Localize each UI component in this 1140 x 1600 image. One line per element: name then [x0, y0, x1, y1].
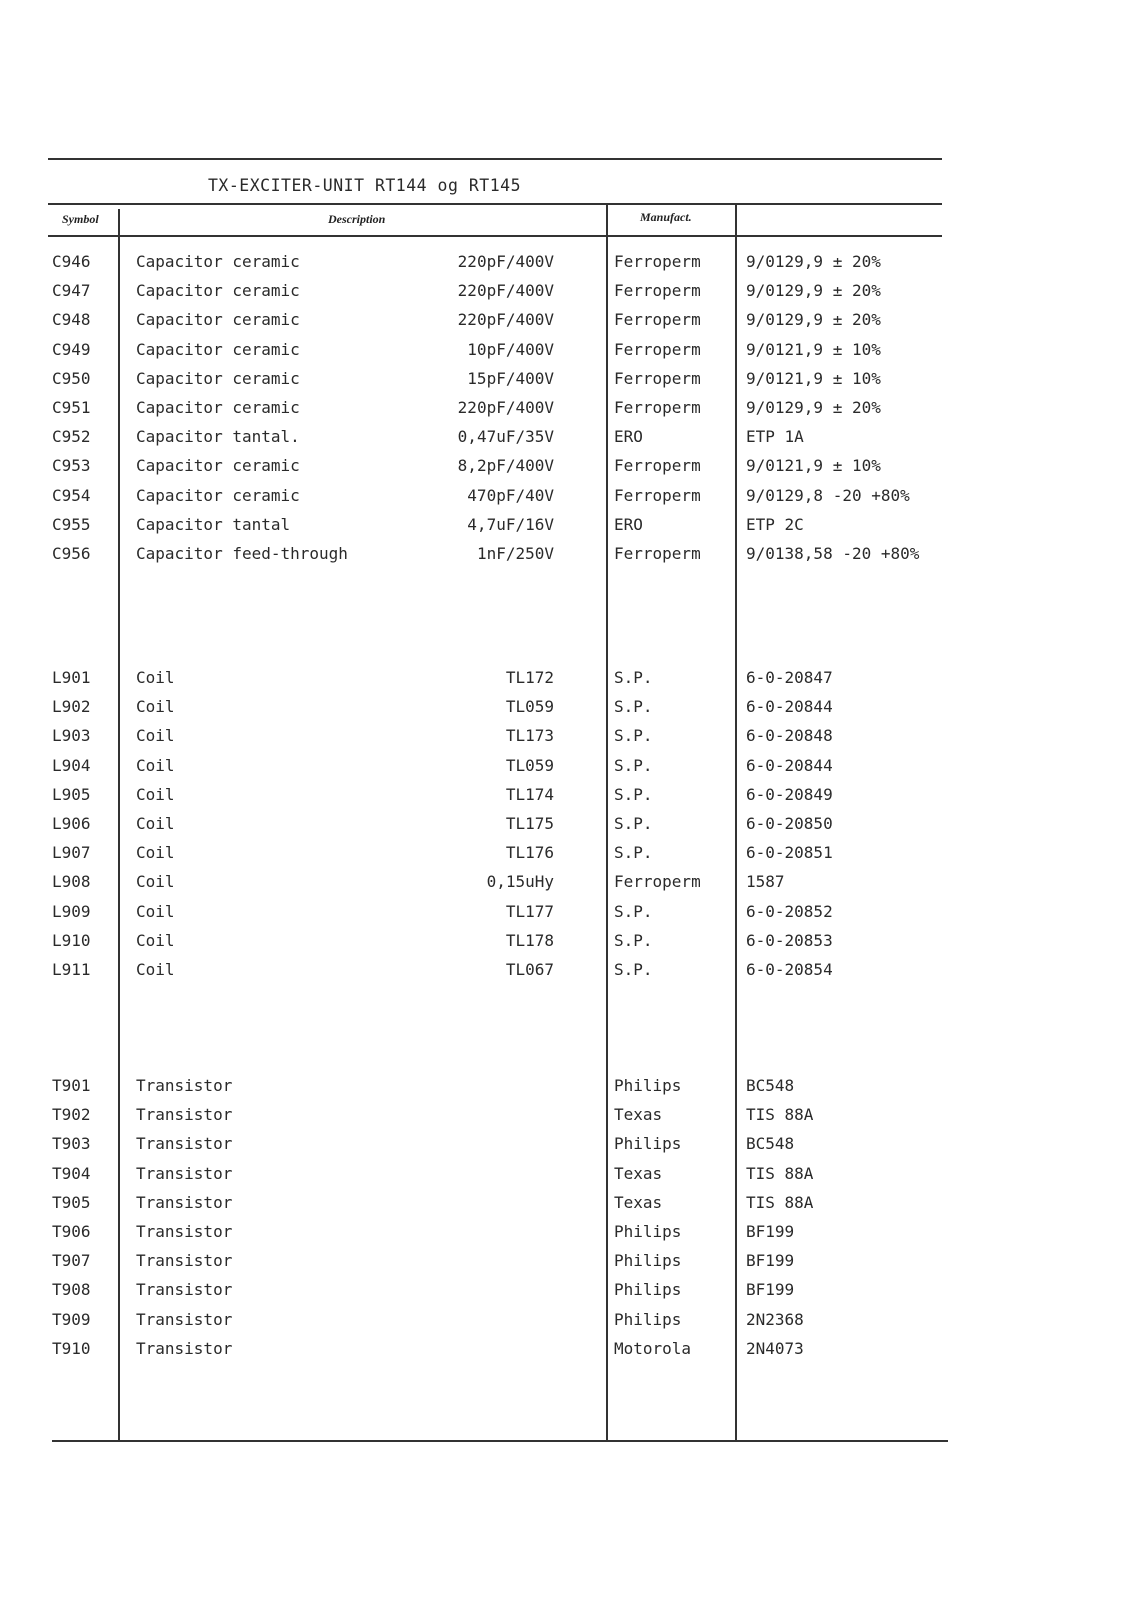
row-value: TL059 — [505, 697, 554, 717]
row-description: Coil — [136, 726, 175, 746]
row-part-number: 6-0-20844 — [746, 697, 833, 717]
row-description: Transistor — [136, 1222, 233, 1241]
row-manufacturer: S.P. — [614, 784, 653, 804]
header-manufact: Manufact. — [640, 210, 692, 224]
row-manufacturer: Ferroperm — [614, 339, 701, 359]
row-description: Coil — [136, 901, 175, 921]
row-value: 220pF/400V — [457, 310, 554, 330]
row-symbol: L911 — [52, 960, 91, 979]
row-value: 0,47uF/35V — [457, 427, 554, 447]
row-manufacturer: S.P. — [614, 930, 653, 950]
row-description: Transistor — [136, 1280, 233, 1300]
row-value: 10pF/400V — [467, 339, 554, 359]
row-manufacturer: Motorola — [614, 1338, 692, 1358]
row-symbol: L903 — [52, 726, 91, 746]
row-description: Capacitor ceramic — [136, 339, 300, 359]
row-description: Coil — [136, 697, 175, 717]
header-top-rule — [48, 203, 942, 205]
top-rule — [48, 158, 942, 160]
row-symbol: C946 — [52, 252, 91, 271]
row-description: Coil — [136, 755, 175, 775]
row-part-number: 9/0129,9 ± 20% — [746, 252, 881, 271]
row-value: TL176 — [505, 843, 554, 863]
row-symbol: T902 — [52, 1105, 91, 1125]
column-divider-3 — [735, 205, 737, 1441]
row-description: Capacitor ceramic — [136, 398, 300, 417]
row-value: 220pF/400V — [457, 398, 554, 417]
row-description: Capacitor ceramic — [136, 310, 300, 330]
row-manufacturer: Philips — [614, 1251, 682, 1271]
row-value: TL174 — [505, 784, 554, 804]
row-description: Capacitor ceramic — [136, 252, 300, 271]
row-manufacturer: Philips — [614, 1134, 682, 1154]
row-description: Coil — [136, 960, 175, 979]
row-part-number: 6-0-20844 — [746, 755, 833, 775]
row-manufacturer: S.P. — [614, 755, 653, 775]
row-description: Coil — [136, 668, 175, 687]
row-description: Capacitor ceramic — [136, 485, 300, 505]
row-description: Coil — [136, 784, 175, 804]
row-description: Transistor — [136, 1192, 233, 1212]
row-symbol: T906 — [52, 1222, 91, 1241]
row-value: TL172 — [505, 668, 554, 687]
row-part-number: TIS 88A — [746, 1192, 814, 1212]
row-manufacturer: Ferroperm — [614, 544, 701, 563]
row-symbol: C954 — [52, 485, 91, 505]
row-manufacturer: Philips — [614, 1222, 682, 1241]
row-symbol: L906 — [52, 814, 91, 833]
row-value: 4,7uF/16V — [467, 514, 554, 534]
row-symbol: C952 — [52, 427, 91, 447]
row-part-number: 9/0138,58 -20 +80% — [746, 544, 920, 563]
row-manufacturer: Ferroperm — [614, 485, 701, 505]
row-value: TL067 — [505, 960, 554, 979]
row-description: Coil — [136, 872, 175, 892]
row-part-number: BF199 — [746, 1222, 795, 1241]
row-part-number: 6-0-20847 — [746, 668, 833, 687]
bottom-rule — [52, 1440, 948, 1442]
row-manufacturer: S.P. — [614, 814, 653, 833]
row-description: Transistor — [136, 1338, 233, 1358]
row-manufacturer: Philips — [614, 1280, 682, 1300]
row-description: Transistor — [136, 1309, 233, 1329]
row-value: TL178 — [505, 930, 554, 950]
row-manufacturer: ERO — [614, 514, 643, 534]
row-symbol: C950 — [52, 368, 91, 388]
row-part-number: TIS 88A — [746, 1163, 814, 1183]
row-value: 15pF/400V — [467, 368, 554, 388]
row-symbol: L910 — [52, 930, 91, 950]
row-manufacturer: Ferroperm — [614, 872, 701, 892]
row-description: Transistor — [136, 1251, 233, 1271]
row-part-number: 2N4073 — [746, 1338, 804, 1358]
row-value: 470pF/40V — [467, 485, 554, 505]
header-symbol: Symbol — [62, 212, 99, 226]
row-symbol: C953 — [52, 456, 91, 476]
row-value: 220pF/400V — [457, 252, 554, 271]
row-description: Capacitor feed-through — [136, 544, 348, 563]
column-divider-2 — [606, 205, 608, 1441]
row-symbol: C948 — [52, 310, 91, 330]
row-part-number: ETP 2C — [746, 514, 804, 534]
row-part-number: 6-0-20854 — [746, 960, 833, 979]
row-description: Capacitor tantal — [136, 514, 291, 534]
row-symbol: L908 — [52, 872, 91, 892]
row-description: Capacitor ceramic — [136, 456, 300, 476]
row-symbol: L909 — [52, 901, 91, 921]
row-value: TL175 — [505, 814, 554, 833]
row-manufacturer: ERO — [614, 427, 643, 447]
row-value: 0,15uHy — [486, 872, 554, 892]
row-symbol: L905 — [52, 784, 91, 804]
row-description: Transistor — [136, 1134, 233, 1154]
row-value: 1nF/250V — [476, 544, 554, 563]
row-part-number: 6-0-20851 — [746, 843, 833, 863]
row-part-number: 6-0-20853 — [746, 930, 833, 950]
row-symbol: C951 — [52, 398, 91, 417]
row-manufacturer: S.P. — [614, 726, 653, 746]
row-part-number: BC548 — [746, 1076, 795, 1095]
header-description: Description — [328, 212, 386, 226]
row-symbol: T903 — [52, 1134, 91, 1154]
row-part-number: 1587 — [746, 872, 785, 892]
row-symbol: T904 — [52, 1163, 91, 1183]
row-value: TL173 — [505, 726, 554, 746]
row-value: 8,2pF/400V — [457, 456, 554, 476]
row-symbol: C955 — [52, 514, 91, 534]
row-description: Coil — [136, 814, 175, 833]
row-value: 220pF/400V — [457, 281, 554, 301]
row-part-number: TIS 88A — [746, 1105, 814, 1125]
row-manufacturer: Ferroperm — [614, 252, 701, 271]
row-part-number: 6-0-20852 — [746, 901, 833, 921]
row-manufacturer: Ferroperm — [614, 398, 701, 417]
row-part-number: 9/0121,9 ± 10% — [746, 368, 881, 388]
row-description: Coil — [136, 930, 175, 950]
row-symbol: L902 — [52, 697, 91, 717]
column-divider-1 — [118, 209, 120, 1441]
row-manufacturer: Ferroperm — [614, 456, 701, 476]
row-part-number: 9/0121,9 ± 10% — [746, 339, 881, 359]
row-manufacturer: S.P. — [614, 901, 653, 921]
row-symbol: T901 — [52, 1076, 91, 1095]
row-symbol: T909 — [52, 1309, 91, 1329]
row-symbol: T905 — [52, 1192, 91, 1212]
row-manufacturer: S.P. — [614, 843, 653, 863]
row-description: Coil — [136, 843, 175, 863]
row-part-number: BC548 — [746, 1134, 795, 1154]
row-part-number: 9/0129,9 ± 20% — [746, 281, 881, 301]
row-description: Capacitor ceramic — [136, 368, 300, 388]
row-description: Transistor — [136, 1076, 233, 1095]
row-manufacturer: Texas — [614, 1163, 663, 1183]
row-part-number: BF199 — [746, 1251, 795, 1271]
row-symbol: L904 — [52, 755, 91, 775]
row-symbol: T907 — [52, 1251, 91, 1271]
row-part-number: 6-0-20848 — [746, 726, 833, 746]
row-part-number: 2N2368 — [746, 1309, 804, 1329]
row-description: Capacitor ceramic — [136, 281, 300, 301]
row-symbol: T908 — [52, 1280, 91, 1300]
row-manufacturer: Philips — [614, 1309, 682, 1329]
row-value: TL059 — [505, 755, 554, 775]
header-bottom-rule — [48, 235, 942, 237]
row-symbol: L907 — [52, 843, 91, 863]
row-symbol: C947 — [52, 281, 91, 301]
row-description: Transistor — [136, 1163, 233, 1183]
row-manufacturer: Ferroperm — [614, 281, 701, 301]
row-symbol: L901 — [52, 668, 91, 687]
row-part-number: 9/0129,8 -20 +80% — [746, 485, 910, 505]
row-manufacturer: Texas — [614, 1105, 663, 1125]
row-description: Transistor — [136, 1105, 233, 1125]
row-part-number: 9/0121,9 ± 10% — [746, 456, 881, 476]
row-manufacturer: Ferroperm — [614, 310, 701, 330]
document-title: TX-EXCITER-UNIT RT144 og RT145 — [208, 176, 522, 195]
row-symbol: C949 — [52, 339, 91, 359]
row-part-number: 9/0129,9 ± 20% — [746, 398, 881, 417]
row-part-number: 6-0-20849 — [746, 784, 833, 804]
row-part-number: ETP 1A — [746, 427, 804, 447]
row-part-number: 6-0-20850 — [746, 814, 833, 833]
row-value: TL177 — [505, 901, 554, 921]
row-manufacturer: Texas — [614, 1192, 663, 1212]
row-manufacturer: S.P. — [614, 668, 653, 687]
row-manufacturer: S.P. — [614, 960, 653, 979]
row-symbol: C956 — [52, 544, 91, 563]
row-manufacturer: Ferroperm — [614, 368, 701, 388]
row-symbol: T910 — [52, 1338, 91, 1358]
row-manufacturer: S.P. — [614, 697, 653, 717]
row-manufacturer: Philips — [614, 1076, 682, 1095]
row-description: Capacitor tantal. — [136, 427, 300, 447]
row-part-number: BF199 — [746, 1280, 795, 1300]
row-part-number: 9/0129,9 ± 20% — [746, 310, 881, 330]
